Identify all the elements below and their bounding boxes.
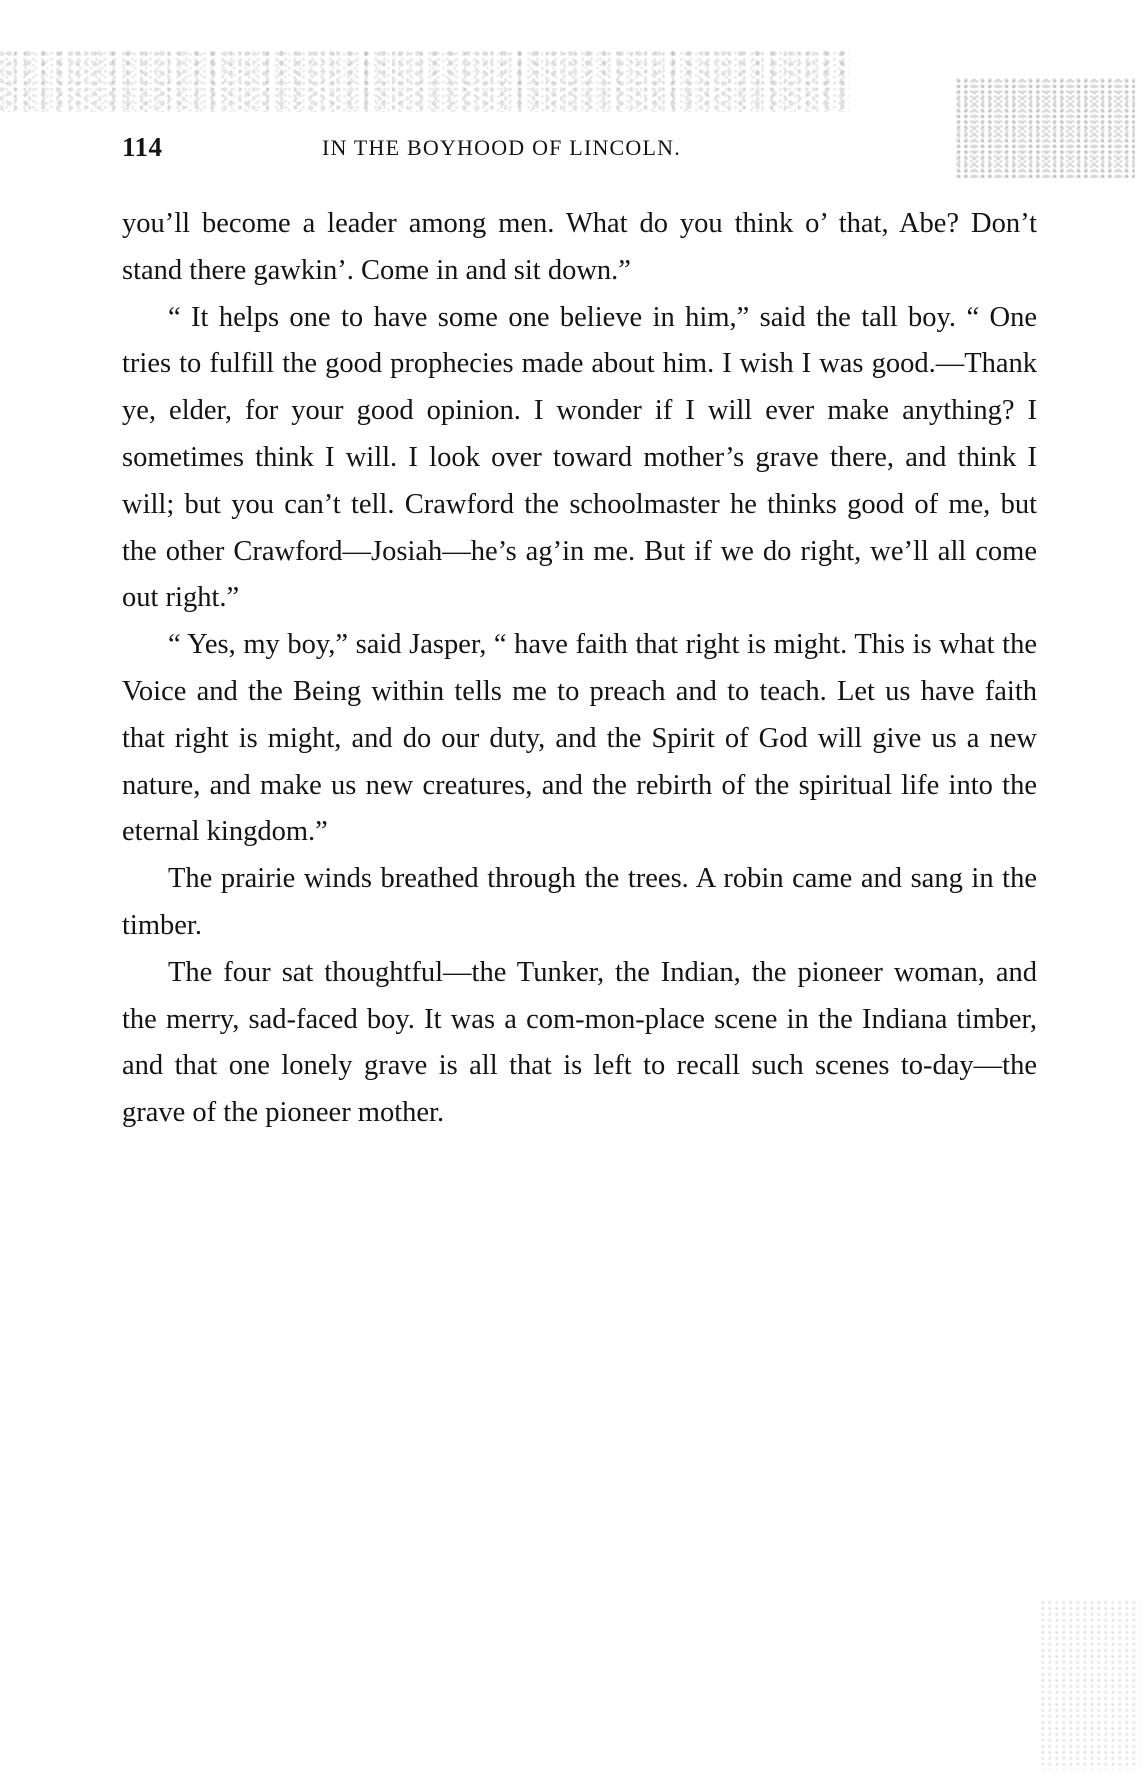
page-number: 114 [122,132,163,162]
running-title: IN THE BOYHOOD OF LINCOLN. [322,135,681,160]
paragraph: “ It helps one to have some one believe in him,” said the tall boy. “ One tries to fulfill the good prophecies made about him. I wish I was good.—Thank ye, elder, for your good opinion. I wonder if I will ever make anything? I sometimes think I will. I look over toward mother’s grave there, and think I will; but you can’t tell. Crawford the schoolmaster he thinks good of me, but the other Crawford—Josiah—he’s ag’in me. But if we do right, we’ll all come out right.” [122,301,1037,614]
page-header [122,132,1042,168]
scan-artifact [0,50,850,112]
body-text [122,201,1037,1137]
scan-artifact [1040,1600,1140,1770]
paragraph: The prairie winds breathed through the trees. A robin came and sang in the timber. [122,863,1037,941]
paragraph: you’ll become a leader among men. What do you think o’ that, Abe? Don’t stand there gawkin’. Come in and sit down.” [122,208,1037,286]
paragraph: “ Yes, my boy,” said Jasper, “ have faith that right is might. This is what the Voice and the Being within tells me to preach and to teach. Let us have faith that right is might, and do our duty, and the Spirit of God will give us a new nature, and make us new creatures, and the rebirth of the spiritual life into the eternal kingdom.” [122,629,1037,848]
paragraph: The four sat thoughtful—the Tunker, the Indian, the pioneer woman, and the merry, sad-faced boy. It was a com-mon-place scene in the Indiana timber, and that one lonely grave is all that is left to recall such scenes to-day—the grave of the pioneer mother. [122,956,1037,1129]
